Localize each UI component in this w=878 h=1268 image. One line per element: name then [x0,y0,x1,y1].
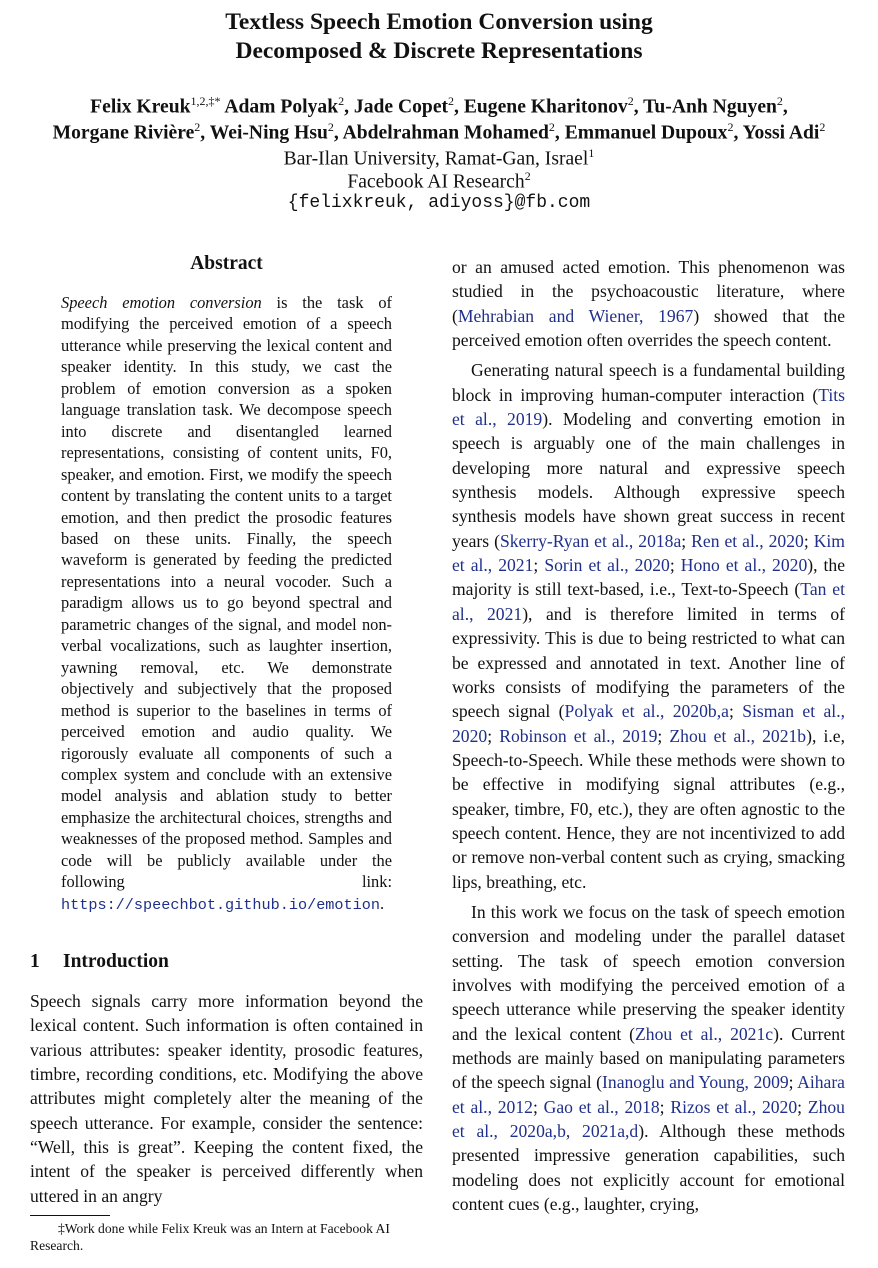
affiliation-1-sup: 1 [588,146,595,160]
abstract-lead-italic: Speech emotion conversion [61,293,262,312]
paragraph-text: or an amused acted emotion. This phenomenon was studied in the psychoacoustic literature, where [452,257,845,302]
citation-link[interactable]: Tan et al., 2021 [452,579,845,624]
intro-left-column [30,989,423,1208]
author-affiliation-sup: 2 [819,120,826,134]
abstract-body [61,292,392,916]
paragraph-text: ; [659,1096,671,1117]
author-affiliation-sup: 2 [448,94,455,108]
paragraph-text: ; [487,725,500,746]
section-title-text: Introduction [63,951,169,972]
paragraph-text: ; [657,725,670,746]
affiliation-1-text: Bar-Ilan University, Ramat-Gan, Israel [283,148,589,170]
author-affiliation-sup: 2 [727,120,734,134]
citation-link[interactable]: Gao et al., 2018 [543,1096,660,1117]
author-name: Tu-Anh Nguyen [643,96,777,118]
paragraph-text: ; [803,530,814,551]
citation-link[interactable]: Zhou et al., 2020a,b, 2021a,d [452,1096,845,1142]
author-separator: , [333,122,343,144]
author-affiliation-sup: 2 [194,120,201,134]
author-name: Wei-Ning Hsu [209,122,328,144]
author-separator: , [633,96,644,118]
paragraph-text: ; [728,701,743,722]
author-name: Abdelrahman Mohamed [342,122,549,144]
abstract-link[interactable]: https://speechbot.github.io/emotion [61,895,380,914]
citation-link[interactable]: Robinson et al., 2019 [499,725,658,746]
author-affiliation-sup: 2 [776,94,783,108]
paragraph-text: Generating natural speech is a fundamental building block in improving human-computer interaction ( [452,360,845,405]
intro-paragraph-1 [452,255,845,352]
footnote-mark: ‡ [58,1221,65,1236]
intro-paragraph-2 [452,358,845,894]
paragraph-text: ). Although these methods presented impressive generation capabilities, such modeling does not explicitly account for emotional content cues (e.g., laughter, crying, [452,1121,846,1215]
paragraph-text: ; [788,1072,798,1093]
affiliation-2-sup: 2 [524,169,531,183]
citation-link[interactable]: Mehrabian and Wiener, 1967 [457,305,694,326]
affiliation-2-text: Facebook AI Research [347,171,525,193]
paragraph-text: ), the majority is still text-based, i.e., Text-to-Speech ( [452,555,846,600]
paragraph-text: ; [797,1096,808,1117]
paragraph-text: ). Modeling and converting emotion in speech is arguably one of the main challenges in developing more natural and expressive speech synthesis models. Although expressive speech synthesis models have shown great success in recent years ( [452,409,845,551]
author-name: Adam Polyak [224,96,339,118]
paragraph-text: ; [532,1096,544,1117]
author-separator: , [344,96,354,118]
footnote [30,1220,423,1254]
intro-paragraph-left: Speech signals carry more information beyond the lexical content. Such information is often contained in various attributes: speaker identity, prosodic features, timbre, recording conditions, etc. Modifying the above attributes might completely alter the meaning of the speech utterance. For example, consider the sentence: “Well, this is great”. Keeping the content fixed, the intent of the speaker is perceived differently when uttered in an angry [30,991,423,1206]
citation-link[interactable]: Rizos et al., 2020 [670,1096,798,1117]
paragraph-text: ; [681,530,692,551]
citation-link[interactable]: Aihara et al., 2012 [452,1072,845,1117]
paper-title-line-1: Textless Speech Emotion Conversion using [225,9,653,35]
author-email [0,189,878,216]
email-text: {felixkreuk, adiyoss}@fb.com [287,193,591,213]
paragraph-text: ) showed that the perceived emotion often overrides the speech content. [452,305,846,351]
citation-link[interactable]: Tits et al., 2019 [452,384,845,430]
author-separator: , [733,122,743,144]
citation-link[interactable]: Inanoglu and Young, 2009 [602,1072,789,1093]
paragraph-text: ; [533,555,545,576]
citation-link[interactable]: Polyak et al., 2020b,a [564,701,729,722]
author-affiliation-sup: 2 [338,94,345,108]
author-affiliation-sup: 2 [627,94,634,108]
footnote-divider [30,1215,110,1216]
section-heading-introduction [30,951,169,973]
author-name: Yossi Adi [742,122,820,144]
author-separator: , [200,122,210,144]
paragraph-text: ( [452,305,458,326]
paragraph-text: In this work we focus on the task of speech emotion conversion and modeling under the parallel dataset setting. The task of speech emotion conversion involves with modifying the perceived emotion of a speech utterance while preserving the speaker identity and the lexical content ( [452,901,845,1044]
citation-link[interactable]: Zhou et al., 2021c [635,1023,774,1044]
abstract-heading: Abstract [190,253,263,274]
section-number: 1 [30,951,40,972]
author-separator: , [554,122,565,144]
author-name: Eugene Kharitonov [463,96,628,118]
author-name: Emmanuel Dupoux [564,122,728,144]
intro-right-column [452,255,845,1216]
author-affiliation-sup: 2 [548,120,555,134]
author-affiliation-sup: 2 [327,120,334,134]
author-name: Felix Kreuk [90,96,191,118]
author-name: Morgane Rivière [52,122,195,144]
author-separator: , [454,96,464,118]
paper-title-line-2: Decomposed & Discrete Representations [235,38,643,64]
paragraph-text: ), i.e, Speech-to-Speech. While these methods were shown to be effective in modifying signal attributes (e.g., speaker, timbre, F0, etc.), they are often agnostic to the speech content. Hence, they are not incentivized to add or remove non-verbal content such as crying, smacking lips, breathing, etc. [452,725,845,892]
intro-paragraph-3 [452,900,845,1216]
citation-link[interactable]: Ren et al., 2020 [691,530,804,551]
abstract-end: . [380,893,385,913]
author-name: Jade Copet [353,96,449,118]
paragraph-text: ), and is therefore limited in terms of expressivity. This is due to being restricted to what can be expressed and annotated in text. Another line of works consists of modifying the parameters of the speech signal ( [452,603,845,722]
citation-link[interactable]: Sisman et al., 2020 [452,701,845,746]
paragraph-text: ). Current methods are mainly based on manipulating parameters of the speech signal ( [452,1023,845,1093]
citation-link[interactable]: Kim et al., 2021 [452,530,845,576]
citation-link[interactable]: Sorin et al., 2020 [544,555,670,576]
author-separator: , [782,96,788,118]
abstract-text: is the task of modifying the perceived emotion of a speech utterance while preserving the lexical content and speaker identity. In this study, we cast the problem of emotion conversion as a spoken language translation task. We decompose speech into discrete and disentangled learned representations, consisting of content units, F0, speaker, and emotion. First, we modify the speech content by translating the content units to a target emotion, and then predict the prosodic features based on these units. Finally, the speech waveform is generated by feeding the predicted representations into a neural vocoder. Such a paradigm allows us to go beyond spectral and parametric changes of the signal, and model non-verbal vocalizations, such as laughter insertion, yawning removal, etc. We demonstrate objectively and subjectively that the proposed method is superior to the baselines in terms of perceived emotion and audio quality. We rigorously evaluate all components of such a complex system and conclude with an extensive model analysis and ablation study to better emphasize the architectural choices, strengths and weaknesses of the proposed method. Samples and code will be publicly available under the following link: [61,293,392,892]
citation-link[interactable]: Hono et al., 2020 [680,555,808,576]
footnote-text: Work done while Felix Kreuk was an Intern at Facebook AI Research. [30,1221,390,1253]
author-affiliation-sup: 1,2,‡* [190,94,221,108]
citation-link[interactable]: Skerry-Ryan et al., 2018a [499,530,682,551]
citation-link[interactable]: Zhou et al., 2021b [669,725,807,746]
paragraph-text: ; [669,555,681,576]
